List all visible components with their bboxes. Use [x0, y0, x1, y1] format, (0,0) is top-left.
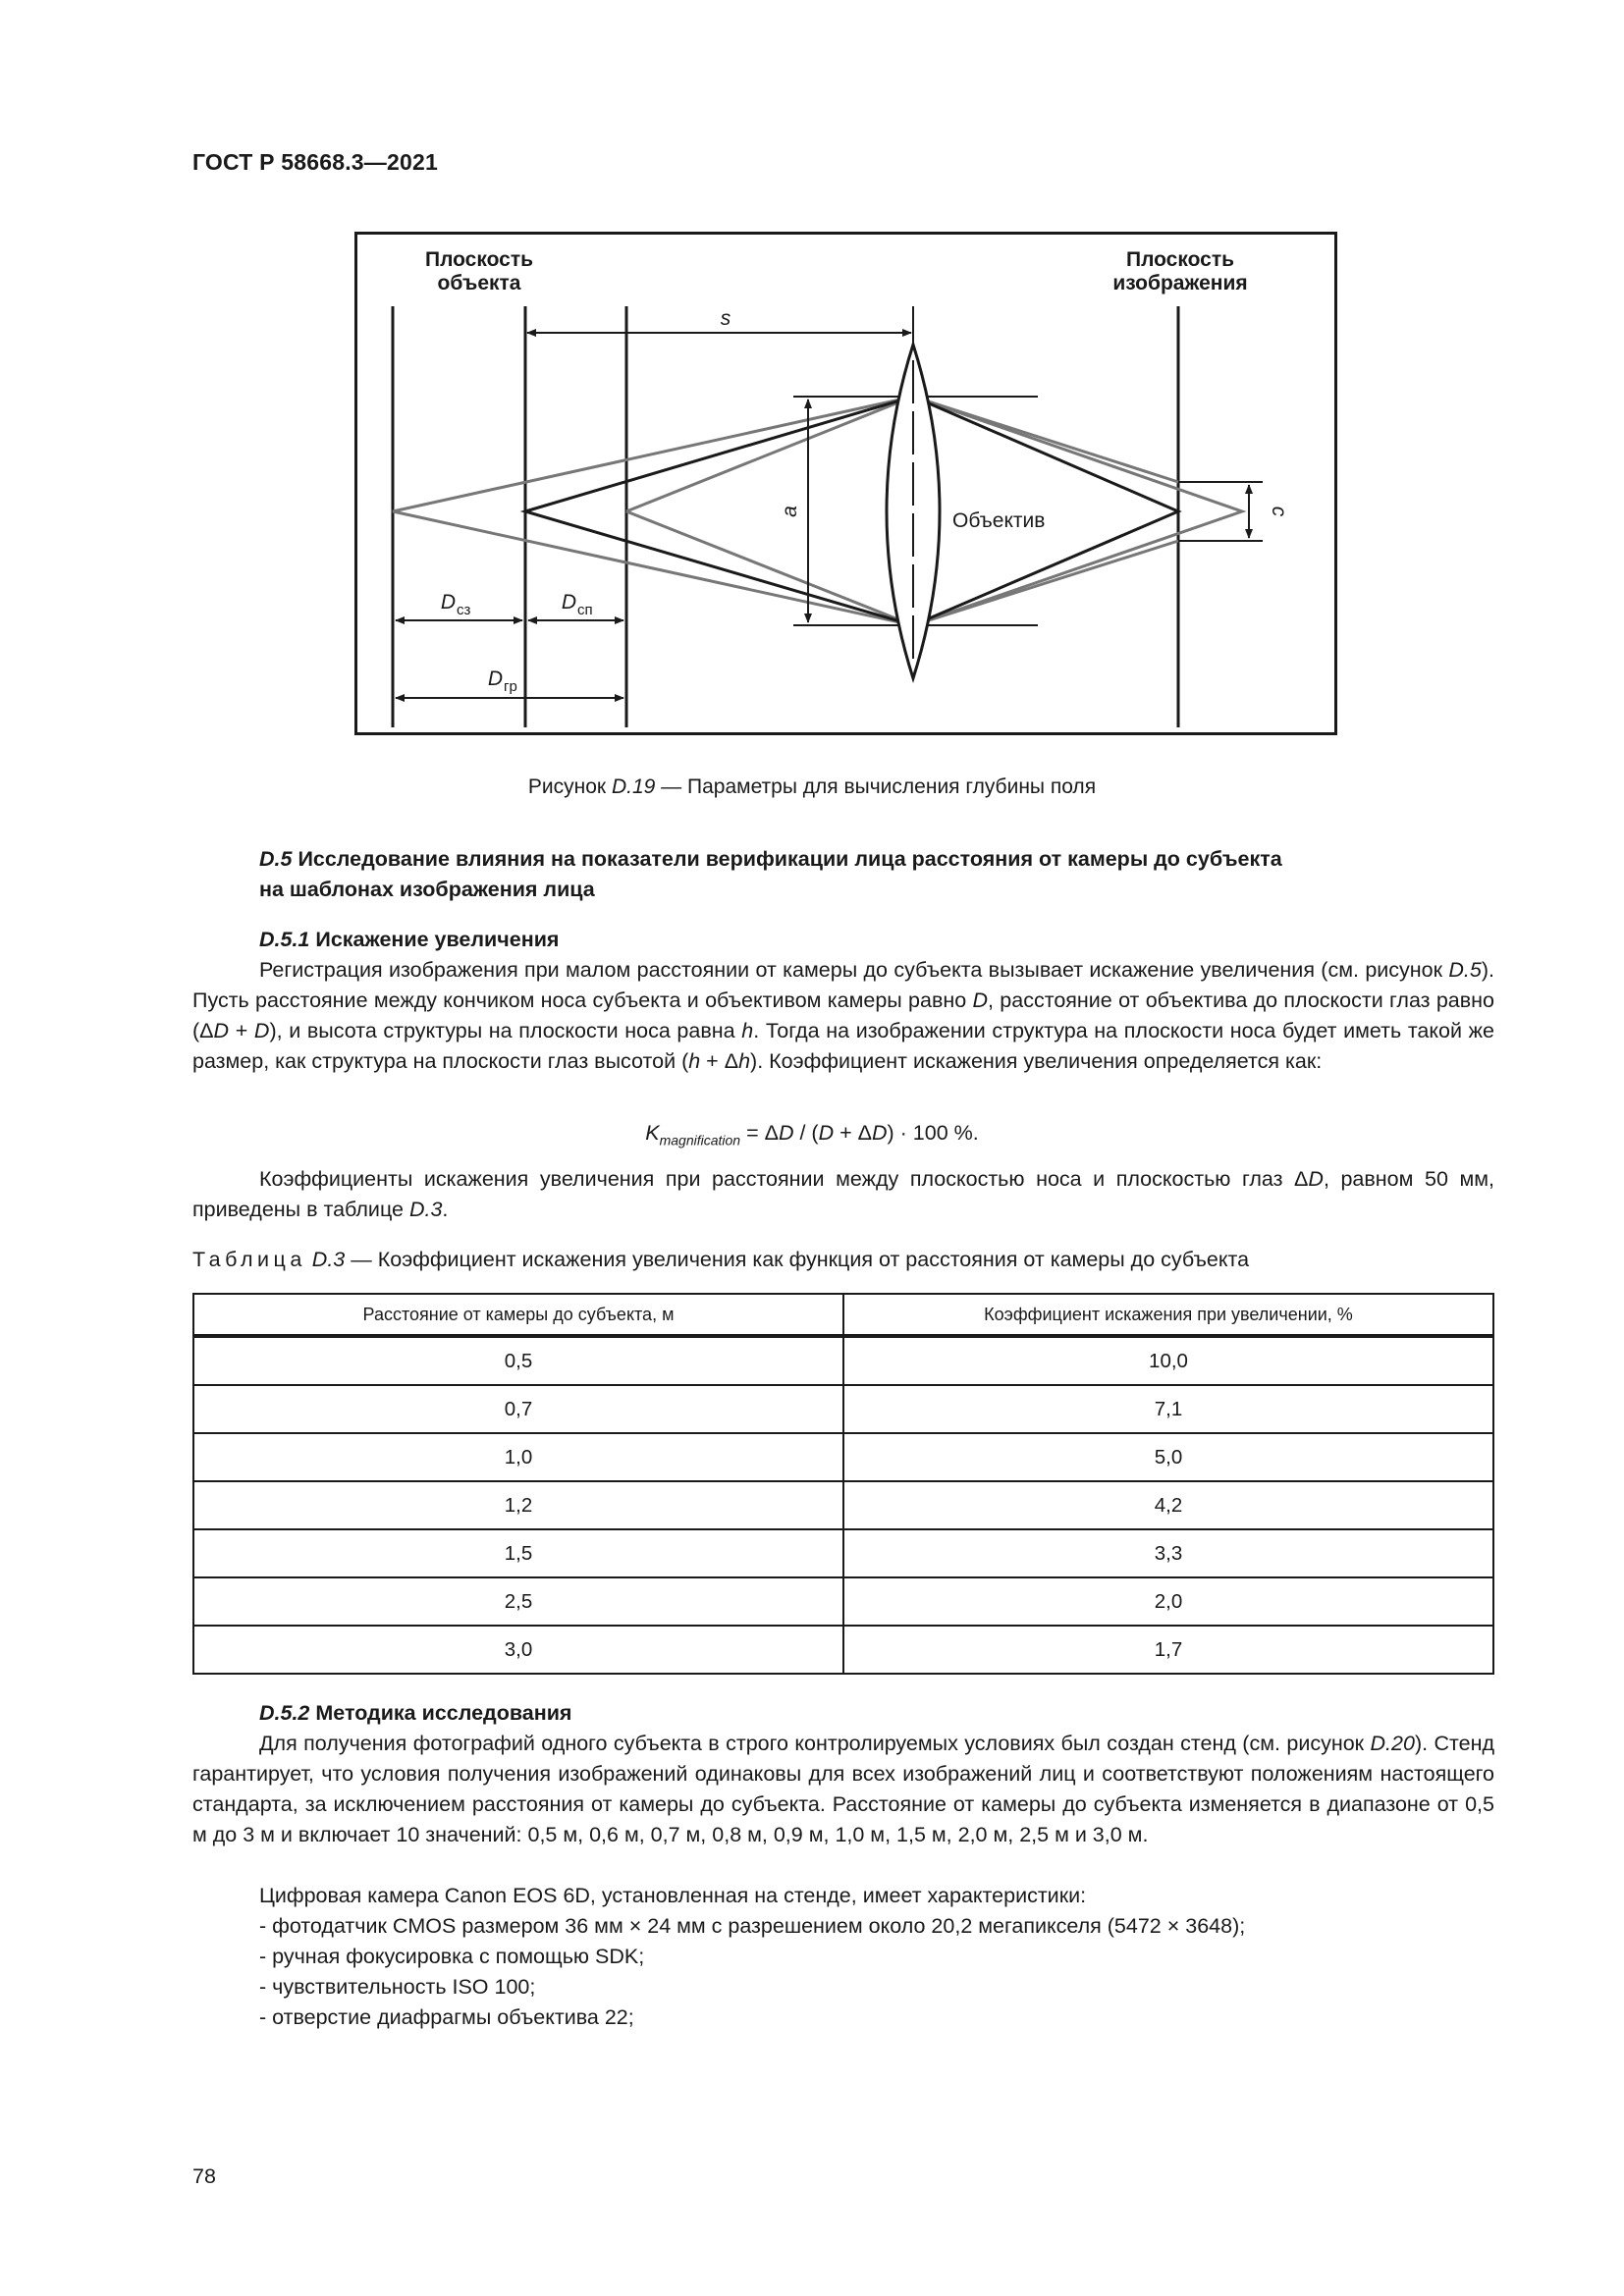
page-number: 78 [192, 2164, 216, 2188]
subsection-2-title: D.5.2 Методика исследования [259, 1701, 572, 1725]
table-cell: 1,2 [193, 1481, 843, 1529]
camera-spec-list-item: - фотодатчик CMOS размером 36 мм × 24 мм с разрешением около 20,2 мегапикселя (5472 × 3648); [259, 1914, 1246, 1938]
s-label: s [720, 307, 731, 330]
image-plane-label-2: изображения [1112, 272, 1248, 294]
table-caption: Таблица D.3 — Коэффициент искажения увеличения как функция от расстояния от камеры до субъекта [192, 1248, 1250, 1271]
d-gr-sub: гр [504, 678, 517, 695]
subsection-1-title: D.5.1 Искажение увеличения [259, 928, 560, 951]
subsection-2-paragraph-1: Для получения фотографий одного субъекта в строго контролируемых условиях был создан стенд (см. рисунок D.20). Стенд гарантирует, что условия получения изображений одинаковы для всех изображений лиц и соответствуют положениям настоящего стандарта, за исключением расстояния от камеры до субъекта. Расстояние от камеры до субъекта изменяется в диапазоне от 0,5 м до 3 м и включает 10 значений: 0,5 м, 0,6 м, 0,7 м, 0,8 м, 0,9 м, 1,0 м, 1,5 м, 2,0 м, 2,5 м и 3,0 м. [192, 1732, 1494, 1846]
image-plane-label-1: Плоскость [1125, 248, 1235, 271]
table-cell: 1,7 [843, 1626, 1493, 1674]
subsection-2-paragraph-2: Цифровая камера Canon EOS 6D, установленная на стенде, имеет характеристики: [259, 1884, 1087, 1907]
table-row [193, 1336, 1493, 1385]
table-cell: 4,2 [843, 1481, 1493, 1529]
table-row [193, 1577, 1493, 1626]
d-gr-label: D [487, 667, 503, 690]
camera-spec-list-item: - ручная фокусировка с помощью SDK; [259, 1945, 645, 1968]
table-cell: 0,5 [193, 1336, 843, 1385]
lens-label: Объектив [952, 509, 1046, 532]
figure-diagram [357, 235, 1334, 732]
object-plane-label-2: объекта [437, 272, 521, 294]
figure-depth-of-field [354, 232, 1337, 735]
d-sp-sub: сп [577, 602, 593, 618]
table-cell: 5,0 [843, 1433, 1493, 1481]
table-cell: 10,0 [843, 1336, 1493, 1385]
d-sz-label: D [440, 591, 456, 614]
a-label: a [779, 506, 801, 517]
far-object-rays [393, 397, 1242, 625]
table-cell: 2,5 [193, 1577, 843, 1626]
table-cell: 2,0 [843, 1577, 1493, 1626]
table-header-row [193, 1294, 1493, 1336]
table-cell: 1,5 [193, 1529, 843, 1577]
table-cell: 7,1 [843, 1385, 1493, 1433]
object-plane-label-1: Плоскость [424, 248, 534, 271]
table-cell: 1,0 [193, 1433, 843, 1481]
section-title: D.5 Исследование влияния на показатели верификации лица расстояния от камеры до субъекта на шаблонах изображения лица [259, 847, 1282, 901]
table-row [193, 1529, 1493, 1577]
camera-spec-list-item: - чувствительность ISO 100; [259, 1975, 536, 1999]
table-cell: 3,0 [193, 1626, 843, 1674]
table-cell: 3,3 [843, 1529, 1493, 1577]
d-sz-sub: сз [457, 602, 471, 618]
camera-spec-list-item: - отверстие диафрагмы объектива 22; [259, 2005, 634, 2029]
figure-caption: Рисунок D.19 — Параметры для вычисления глубины поля [527, 775, 1097, 798]
magnification-formula: $K_{magnification} = \Delta D / (D + \Delta D) \cdot 100$ %. [645, 1121, 979, 1148]
table-row [193, 1385, 1493, 1433]
subsection-1-paragraph-1: Регистрация изображения при малом расстоянии от камеры до субъекта вызывает искажение увеличения (см. рисунок D.5). Пусть расстояние между кончиком носа субъекта и объективом камеры равно D, расстояние от объектива до плоскости глаз равно (ΔD + D), и высота структуры на плоскости носа равна h. Тогда на изображении структура на плоскости носа будет иметь такой же размер, как структура на плоскости глаз высотой (h + Δh). Коэффициент искажения увеличения определяется как: [192, 958, 1494, 1073]
table-row [193, 1626, 1493, 1674]
table-header-distance: Расстояние от камеры до субъекта, м [193, 1294, 843, 1336]
table-cell: 0,7 [193, 1385, 843, 1433]
standard-header: ГОСТ Р 58668.3—2021 [192, 149, 438, 175]
focus-rays [525, 397, 1178, 625]
magnification-table [192, 1293, 1494, 1675]
table-row [193, 1481, 1493, 1529]
c-label: c [1268, 506, 1290, 517]
table-row [193, 1433, 1493, 1481]
d-sp-label: D [561, 591, 576, 614]
table-header-coefficient: Коэффициент искажения при увеличении, % [843, 1294, 1493, 1336]
subsection-1-paragraph-2: Коэффициенты искажения увеличения при расстоянии между плоскостью носа и плоскостью глаз ΔD, равном 50 мм, приведены в таблице D.3. [192, 1167, 1495, 1221]
